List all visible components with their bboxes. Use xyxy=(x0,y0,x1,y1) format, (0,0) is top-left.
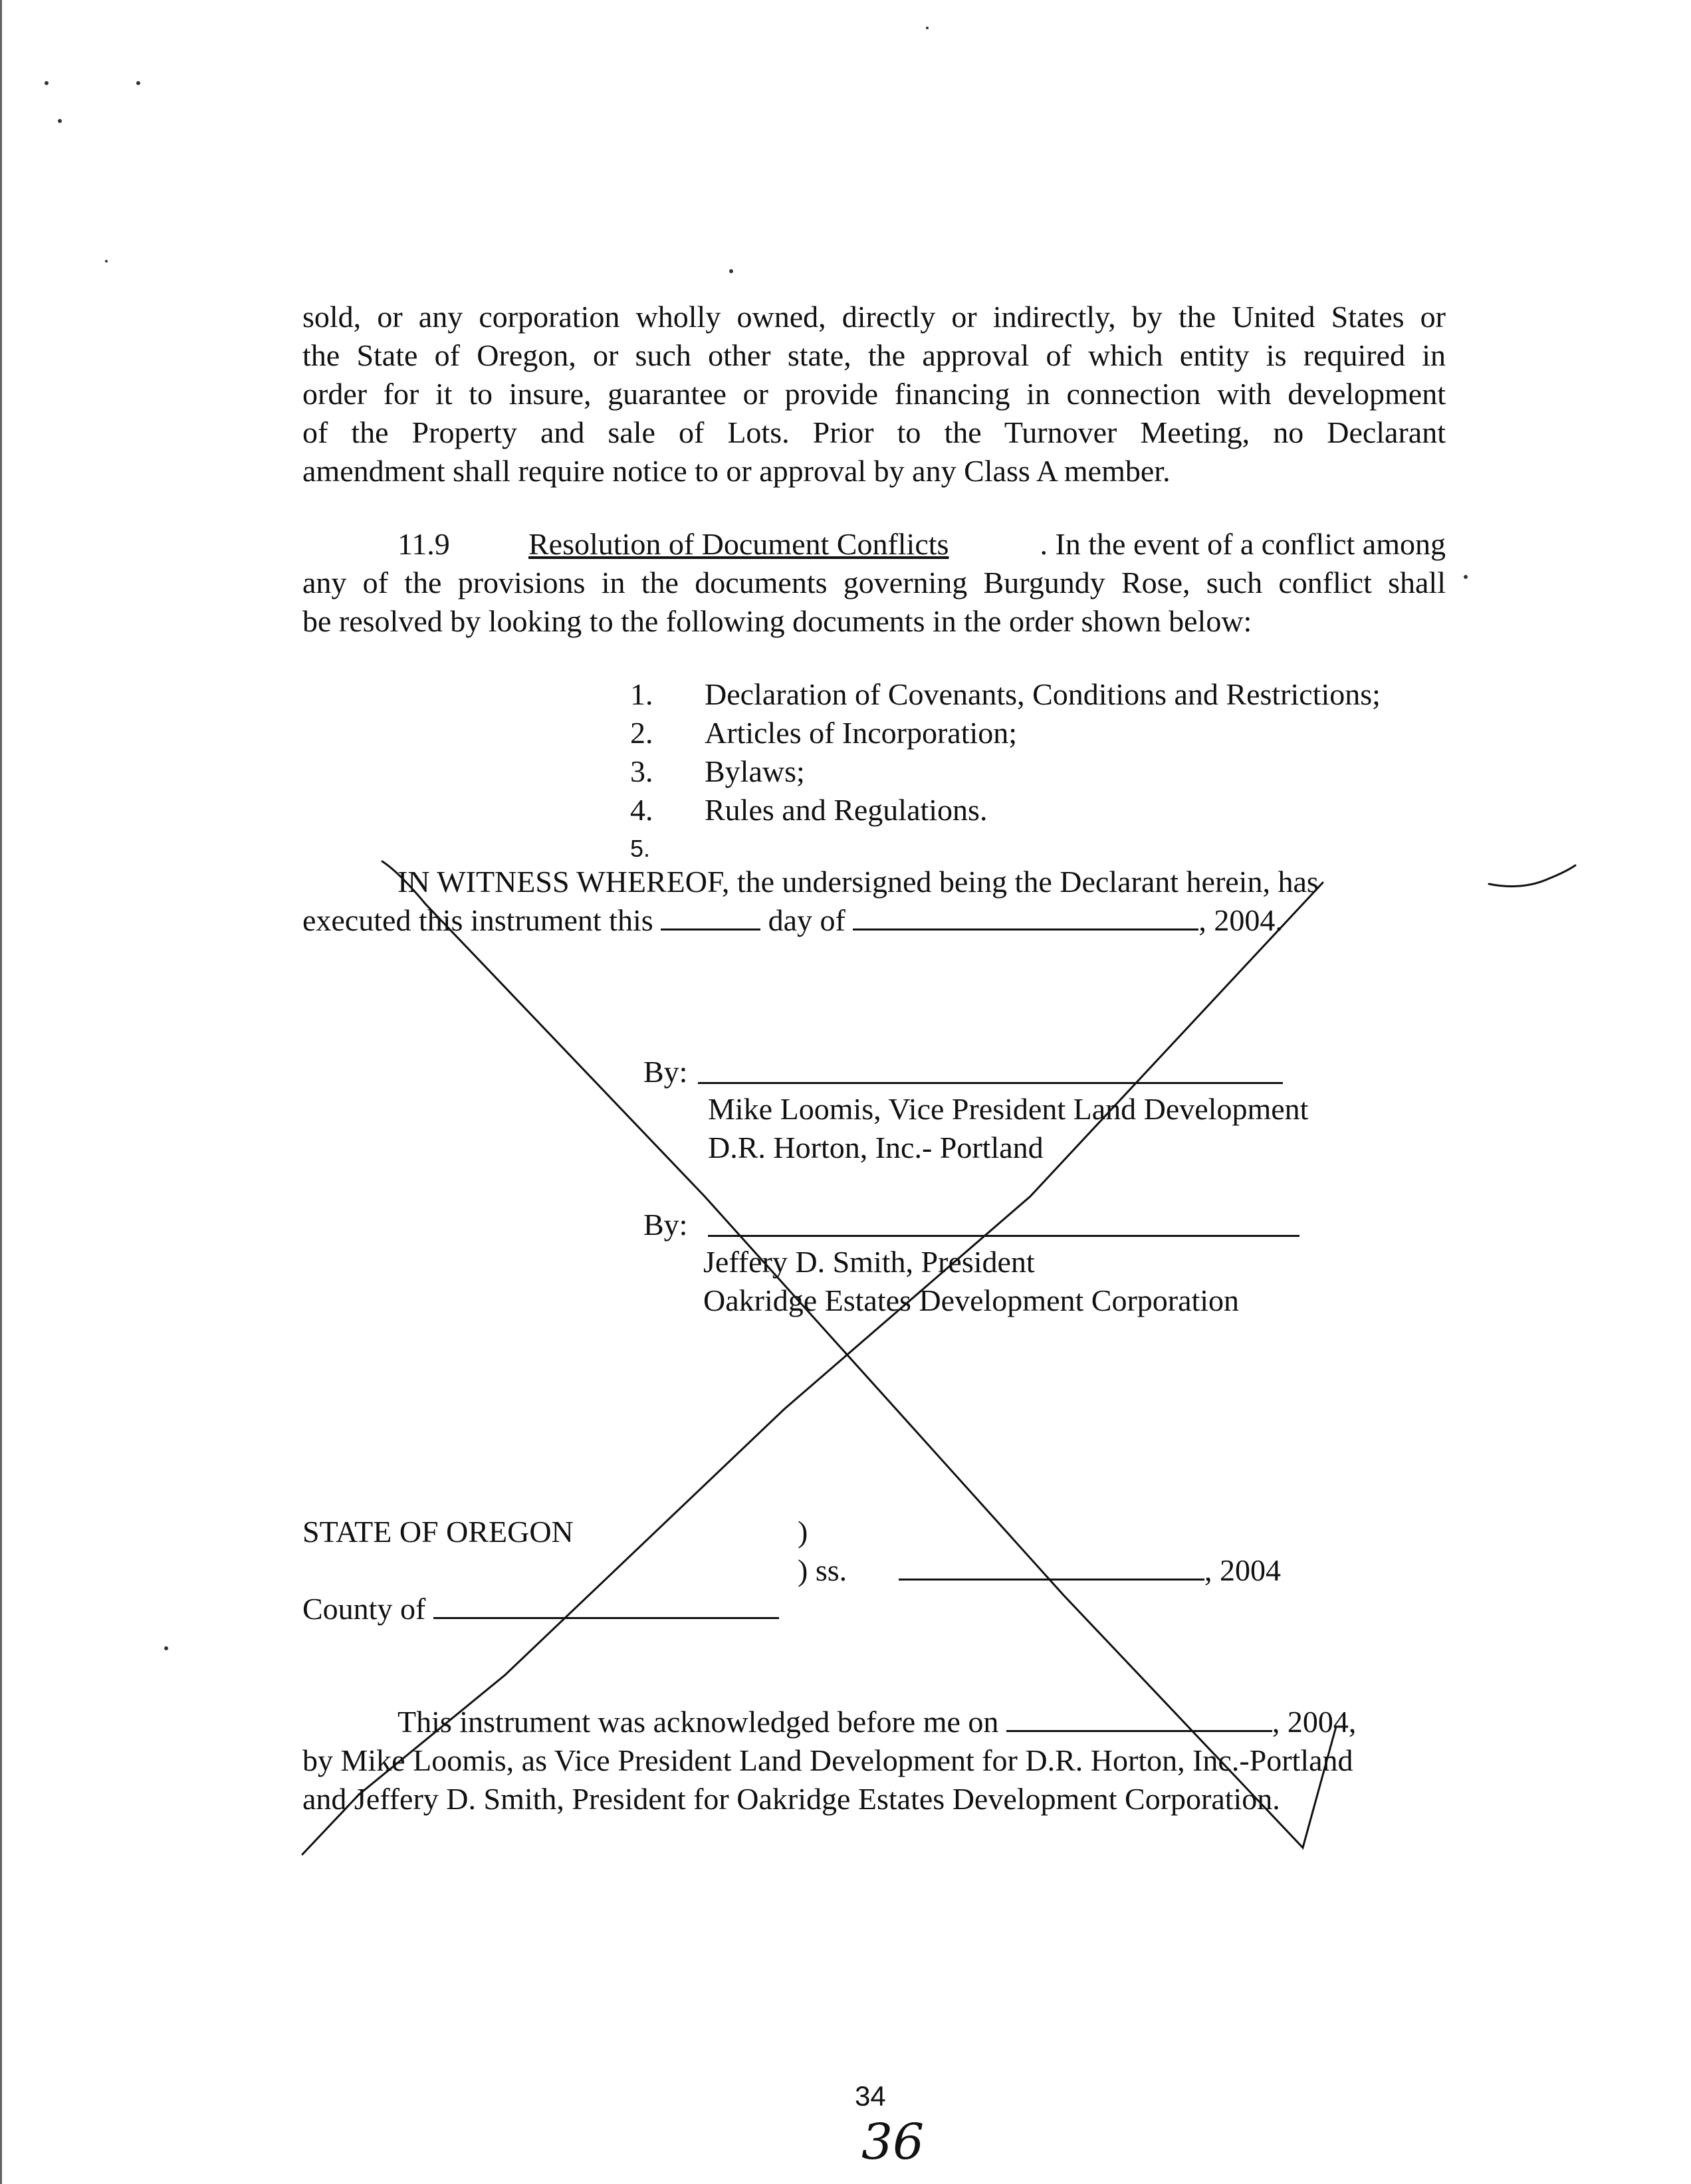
sig1-name: Mike Loomis, Vice President Land Development xyxy=(708,1092,1309,1126)
day-blank xyxy=(661,902,760,930)
body-line-2: the State of Oregon, or such other state, the approval of which entity is required in xyxy=(302,338,1446,372)
body-line-4: of the Property and sale of Lots. Prior to the Turnover Meeting, no Declarant xyxy=(302,415,1446,449)
witness-line-2 xyxy=(302,901,1283,940)
witness-day-of: day of xyxy=(768,903,846,937)
strike-line-descending xyxy=(382,861,1336,1848)
witness-year: , 2004. xyxy=(1198,903,1283,937)
ack-line-3: and Jeffery D. Smith, President for Oakridge Estates Development Corporation. xyxy=(302,1782,1280,1816)
list-text-4: Rules and Regulations. xyxy=(705,793,988,827)
month-blank xyxy=(853,902,1198,930)
body-line-1: sold, or any corporation wholly owned, directly or indirectly, by the United States or xyxy=(302,300,1446,334)
notary-date-line xyxy=(899,1551,1281,1590)
section-title: Resolution of Document Conflicts xyxy=(528,527,949,561)
ack-date-blank xyxy=(1006,1703,1272,1732)
scan-edge xyxy=(0,0,2,2184)
sig2-line xyxy=(708,1235,1299,1237)
section-line1-rest: . In the event of a conflict among xyxy=(1040,527,1446,561)
page-number: 34 xyxy=(855,2080,886,2112)
section-number: 11.9 xyxy=(397,527,450,561)
body-line-5: amendment shall require notice to or approval by any Class A member. xyxy=(302,454,1171,488)
list-num-5: 5. xyxy=(630,835,651,862)
county-line xyxy=(302,1590,779,1628)
paren-ss: ) ss. xyxy=(798,1553,847,1587)
ack-text-a: This instrument was acknowledged before me on xyxy=(397,1705,999,1739)
section-line-2: any of the provisions in the documents governing Burgundy Rose, such conflict shall xyxy=(302,566,1446,600)
list-num-1: 1. xyxy=(630,677,653,711)
sig1-line xyxy=(698,1082,1283,1084)
section-line-3: be resolved by looking to the following documents in the order shown below: xyxy=(302,604,1252,638)
list-num-3: 3. xyxy=(630,754,653,788)
witness-executed: executed this instrument this xyxy=(302,903,653,937)
scan-speck xyxy=(105,260,108,263)
ack-line-1 xyxy=(397,1703,1356,1741)
list-num-2: 2. xyxy=(630,716,653,750)
ack-line-2: by Mike Loomis, as Vice President Land Development for D.R. Horton, Inc.-Portland xyxy=(302,1743,1353,1777)
list-num-4: 4. xyxy=(630,793,653,827)
scan-speck xyxy=(58,119,62,123)
sig1-org: D.R. Horton, Inc.- Portland xyxy=(708,1131,1044,1164)
scan-speck xyxy=(1464,575,1468,579)
sig2-name: Jeffery D. Smith, President xyxy=(703,1245,1035,1279)
handwritten-page-number: 36 xyxy=(861,2114,925,2171)
list-text-3: Bylaws; xyxy=(705,754,805,788)
witness-line-1: IN WITNESS WHEREOF, the undersigned being the Declarant herein, has xyxy=(397,865,1319,899)
scan-speck xyxy=(45,81,49,85)
section-heading-line xyxy=(528,525,1446,564)
sig1-by: By: xyxy=(643,1055,688,1089)
county-label: County of xyxy=(302,1592,426,1626)
scan-speck xyxy=(729,269,733,273)
sig2-by: By: xyxy=(643,1208,688,1242)
scan-speck xyxy=(926,27,929,29)
paren-top: ) xyxy=(798,1515,808,1549)
scan-speck xyxy=(164,1646,168,1650)
county-blank xyxy=(433,1590,779,1619)
ack-text-b: , 2004, xyxy=(1272,1705,1357,1739)
list-text-1: Declaration of Covenants, Conditions and Restrictions; xyxy=(705,677,1381,711)
margin-squiggle xyxy=(1489,865,1575,887)
scan-speck xyxy=(136,81,140,85)
list-text-2: Articles of Incorporation; xyxy=(705,716,1018,750)
sig2-org: Oakridge Estates Development Corporation xyxy=(703,1283,1240,1317)
notary-date-blank xyxy=(899,1552,1204,1581)
state-label: STATE OF OREGON xyxy=(302,1515,574,1549)
body-line-3: order for it to insure, guarantee or provide financing in connection with development xyxy=(302,377,1446,411)
notary-year: , 2004 xyxy=(1204,1553,1281,1587)
